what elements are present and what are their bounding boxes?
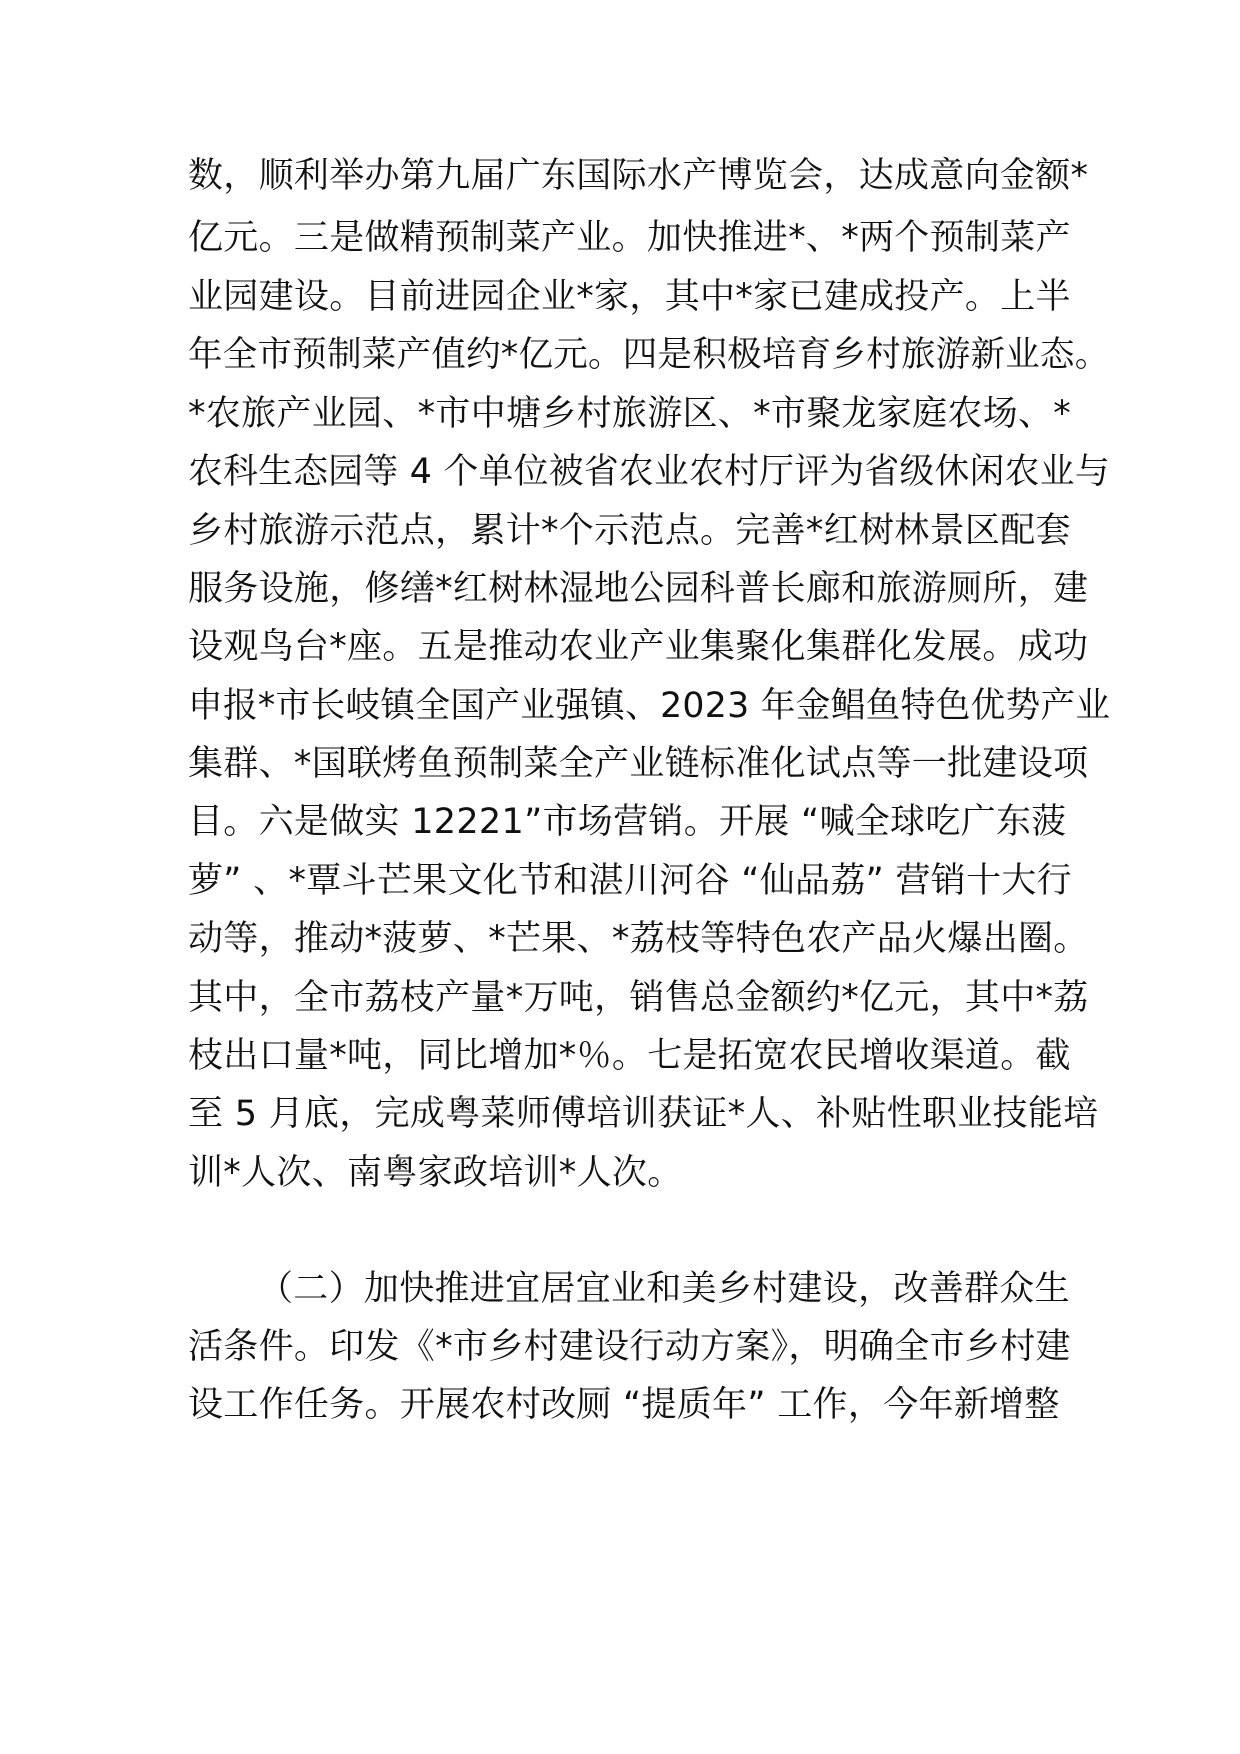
text-line: 动等，推动*菠萝、*芒果、*荔枝等特色农产品火爆出圈。 <box>188 919 1089 959</box>
text-line: 设观鸟台*座。五是推动农业产业集聚化集群化发展。成功 <box>188 627 1089 667</box>
text-line: 至 5 月底，完成粤菜师傅培训获证*人、补贴性职业技能培 <box>188 1094 1099 1134</box>
text-line: 业园建设。目前进园企业*家，其中*家已建成投产。上半 <box>188 277 1071 317</box>
text-line: 数，顺利举办第九届广东国际水产博览会，达成意向金额* <box>188 156 1089 196</box>
text-line: 服务设施，修缮*红树林湿地公园科普长廊和旅游厕所，建 <box>188 569 1089 609</box>
text-line: 枝出口量*吨，同比增加*％。七是拓宽农民增收渠道。截 <box>188 1036 1071 1076</box>
text-line: 乡村旅游示范点，累计*个示范点。完善*红树林景区配套 <box>188 511 1071 551</box>
text-line: 训*人次、南粤家政培训*人次。 <box>188 1153 683 1193</box>
text-line: 农科生态园等 4 个单位被省农业农村厅评为省级休闲农业与 <box>188 452 1110 492</box>
text-line: 年全市预制菜产值约*亿元。四是积极培育乡村旅游新业态。 <box>188 335 1110 375</box>
text-line: 目。六是做实 12221”市场营销。开展 “喊全球吃广东菠 <box>188 802 1067 842</box>
text-line: 集群、*国联烤鱼预制菜全产业链标准化试点等一批建设项 <box>188 744 1089 784</box>
text-line: 萝” 、*覃斗芒果文化节和湛川河谷 “仙品荔” 营销十大行 <box>188 861 1072 901</box>
text-line: 设工作任务。开展农村改厕 “提质年” 工作，今年新增整 <box>188 1385 1060 1425</box>
text-line: *农旅产业园、*市中塘乡村旅游区、*市聚龙家庭农场、* <box>188 394 1072 434</box>
text-line: 活条件。印发《*市乡村建设行动方案》，明确全市乡村建 <box>188 1327 1071 1367</box>
text-line: 亿元。三是做精预制菜产业。加快推进*、*两个预制菜产 <box>188 218 1071 258</box>
text-line: 申报*市长岐镇全国产业强镇、2023 年金鲳鱼特色优势产业 <box>188 686 1111 726</box>
text-line: 其中，全市荔枝产量*万吨，销售总金额约*亿元，其中*荔 <box>188 978 1089 1018</box>
text-line: （二）加快推进宜居宜业和美乡村建设，改善群众生 <box>258 1269 1070 1309</box>
